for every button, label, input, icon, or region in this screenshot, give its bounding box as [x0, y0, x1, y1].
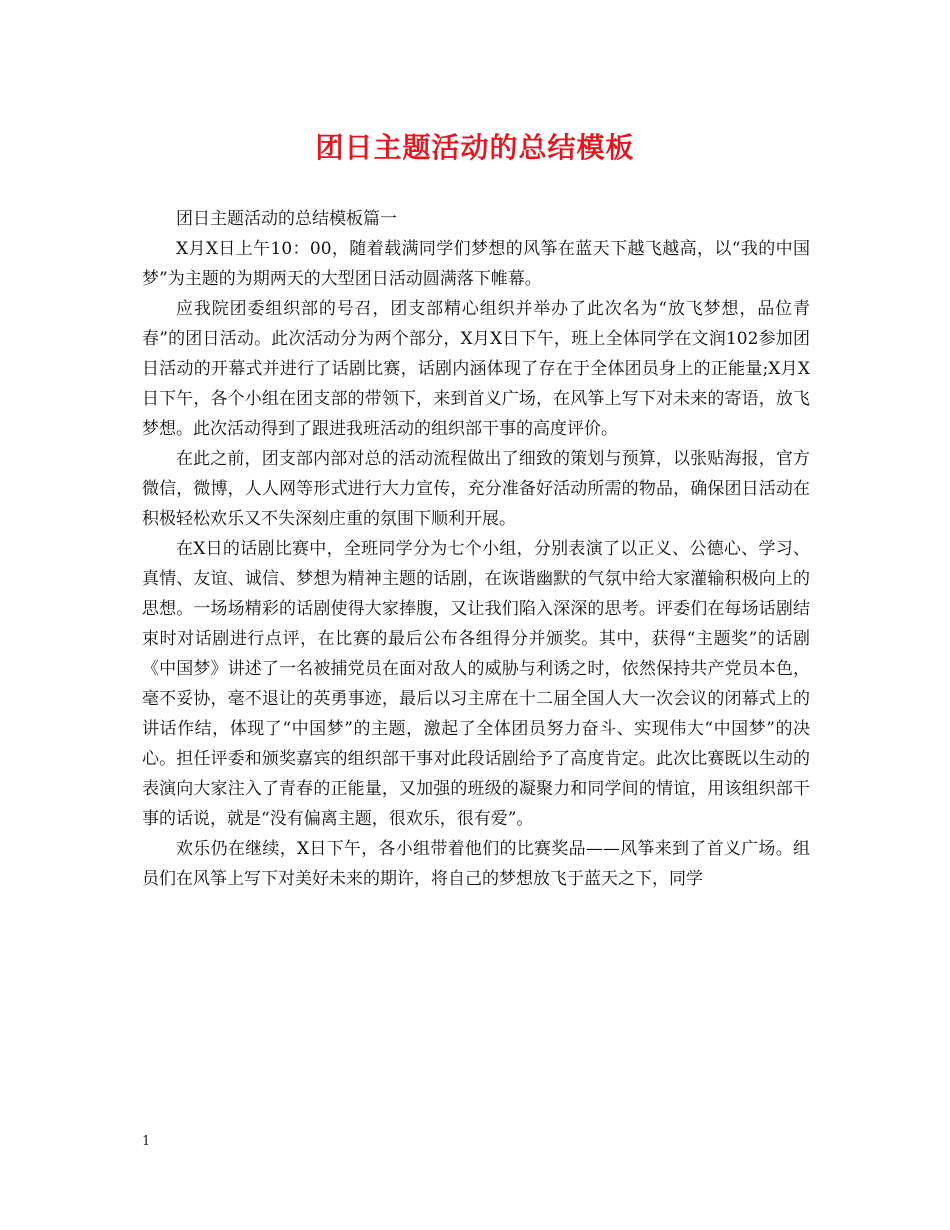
body-paragraph: 应我院团委组织部的号召，团支部精心组织并举办了此次名为“放飞梦想，品位青春”的团日活动。此次活动分为两个部分，X月X日下午，班上全体同学在文润102参加团日活动的开幕式并进行了话剧比赛，话剧内涵体现了存在于全体团员身上的正能量;X月X日下午，各个小组在团支部的带领下，来到首义广场，在风筝上写下对未来的寄语，放飞梦想。此次活动得到了跟进我班活动的组织部干事的高度评价。 [142, 299, 810, 439]
page-number: 1 [142, 1134, 151, 1149]
document-title: 团日主题活动的总结模板 [315, 131, 635, 164]
body-paragraph: X月X日上午10：00，随着载满同学们梦想的风筝在蓝天下越飞越高，以“我的中国梦”为主题的为期两天的大型团日活动圆满落下帷幕。 [142, 239, 810, 289]
body-paragraph: 在此之前，团支部内部对总的活动流程做出了细致的策划与预算，以张贴海报，官方微信，微博，人人网等形式进行大力宣传，充分准备好活动所需的物品，确保团日活动在积极轻松欢乐又不失深刻庄重的氛围下顺利开展。 [142, 449, 810, 529]
section-heading: 团日主题活动的总结模板篇一 [176, 209, 397, 229]
body-paragraph: 欢乐仍在继续，X日下午，各小组带着他们的比赛奖品——风筝来到了首义广场。组员们在风筝上写下对美好未来的期许，将自己的梦想放飞于蓝天之下，同学 [142, 839, 810, 889]
body-paragraph: 在X日的话剧比赛中，全班同学分为七个小组，分别表演了以正义、公德心、学习、真情、友谊、诚信、梦想为精神主题的话剧，在诙谐幽默的气氛中给大家灌输积极向上的思想。一场场精彩的话剧使得大家捧腹，又让我们陷入深深的思考。评委们在每场话剧结束时对话剧进行点评，在比赛的最后公布各组得分并颁奖。其中，获得“主题奖”的话剧《中国梦》讲述了一名被捕党员在面对敌人的威胁与利诱之时，依然保持共产党员本色，毫不妥协，毫不退让的英勇事迹，最后以习主席在十二届全国人大一次会议的闭幕式上的讲话作结，体现了“中国梦”的主题，激起了全体团员努力奋斗、实现伟大“中国梦”的决心。担任评委和颁奖嘉宾的组织部干事对此段话剧给予了高度肯定。此次比赛既以生动的表演向大家注入了青春的正能量，又加强的班级的凝聚力和同学间的情谊，用该组织部干事的话说，就是“没有偏离主题，很欢乐，很有爱”。 [142, 539, 810, 829]
document-body [142, 204, 810, 894]
